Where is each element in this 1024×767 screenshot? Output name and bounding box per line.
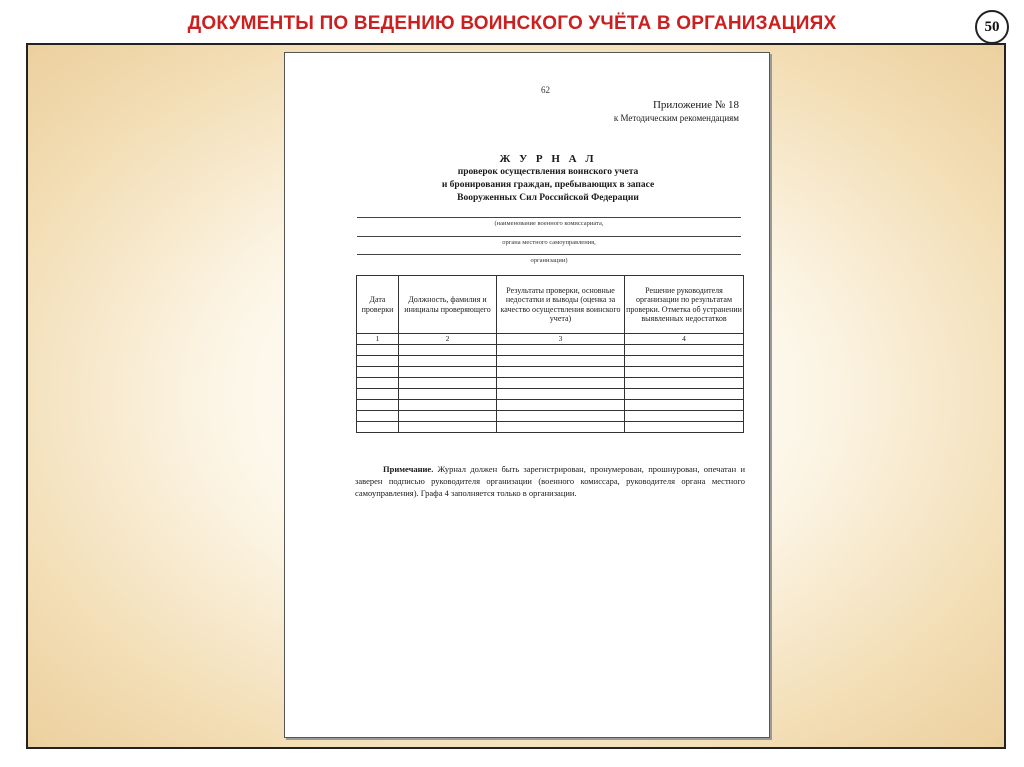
journal-note — [355, 463, 745, 499]
table-cell — [625, 378, 744, 389]
table-cell — [357, 411, 399, 422]
column-number-4: 4 — [625, 334, 744, 345]
journal-title-line-3: Вооруженных Сил Российской Федерации — [457, 193, 639, 203]
table-cell — [399, 411, 497, 422]
table-cell — [625, 400, 744, 411]
table-cell — [625, 389, 744, 400]
table-cell — [399, 422, 497, 433]
table-header-row — [357, 276, 744, 334]
table-row — [357, 422, 744, 433]
header-results: Результаты проверки, основные недостатки и выводы (оценка за качество осуществления воинского учета) — [497, 276, 625, 334]
table-row — [357, 389, 744, 400]
header-inspector: Должность, фамилия и инициалы проверяющего — [399, 276, 497, 334]
header-decision: Решение руководителя организации по результатам проверки. Отметка об устранении выявленных недостатков — [625, 276, 744, 334]
table-cell — [399, 400, 497, 411]
journal-title-line-2: и бронирования граждан, пребывающих в запасе — [441, 180, 655, 190]
table-cell — [497, 356, 625, 367]
document-page — [284, 52, 770, 738]
column-number-1: 1 — [357, 334, 399, 345]
table-row — [357, 367, 744, 378]
table-column-number-row — [357, 334, 744, 345]
fill-line-1 — [357, 217, 741, 218]
table-cell — [357, 367, 399, 378]
table-cell — [625, 411, 744, 422]
journal-title-line-1: проверок осуществления воинского учета — [457, 167, 639, 177]
table-cell — [399, 389, 497, 400]
appendix-reference: к Методическим рекомендациям — [613, 113, 739, 123]
table-row — [357, 411, 744, 422]
journal-title — [353, 153, 743, 205]
table-row — [357, 400, 744, 411]
table-row — [357, 345, 744, 356]
note-label: Примечание. — [383, 464, 434, 474]
table-cell — [625, 345, 744, 356]
table-cell — [497, 345, 625, 356]
table-cell — [399, 367, 497, 378]
slide-title: ДОКУМЕНТЫ ПО ВЕДЕНИЮ ВОИНСКОГО УЧЁТА В ОРГАНИЗАЦИЯХ — [187, 13, 837, 34]
note-text: Журнал должен быть зарегистрирован, пронумерован, прошнурован, опечатан и заверен подписью руководителя организации (военного комиссара, руководителя органа местного самоуправления). Графа 4 заполняется только в организации. — [355, 464, 746, 498]
table-cell — [497, 367, 625, 378]
table-row — [357, 378, 744, 389]
table-cell — [497, 389, 625, 400]
table-cell — [357, 356, 399, 367]
fill-caption-1: (наименование военного комиссариата, — [494, 220, 604, 227]
table-cell — [497, 411, 625, 422]
table-cell — [357, 345, 399, 356]
table-cell — [399, 378, 497, 389]
table-cell — [357, 389, 399, 400]
table-cell — [357, 422, 399, 433]
table-cell — [399, 356, 497, 367]
appendix-number: Приложение № 18 — [652, 99, 739, 111]
journal-table — [356, 275, 744, 433]
table-cell — [357, 378, 399, 389]
appendix-block — [614, 99, 739, 123]
table-cell — [497, 400, 625, 411]
column-number-3: 3 — [497, 334, 625, 345]
table-cell — [625, 367, 744, 378]
column-number-2: 2 — [399, 334, 497, 345]
table-cell — [625, 356, 744, 367]
fill-line-2 — [357, 236, 741, 237]
document-page-number: 62 — [541, 85, 550, 95]
table-cell — [357, 400, 399, 411]
fill-line-3 — [357, 254, 741, 255]
table-cell — [399, 345, 497, 356]
page-number-badge: 50 — [975, 10, 1009, 44]
fill-caption-2: органа местного самоуправления, — [502, 239, 596, 246]
table-row — [357, 356, 744, 367]
fill-caption-3: организации) — [530, 257, 568, 264]
journal-title-word: Ж У Р Н А Л — [499, 153, 597, 165]
table-cell — [625, 422, 744, 433]
table-cell — [497, 378, 625, 389]
table-cell — [497, 422, 625, 433]
header-date: Дата проверки — [357, 276, 399, 334]
